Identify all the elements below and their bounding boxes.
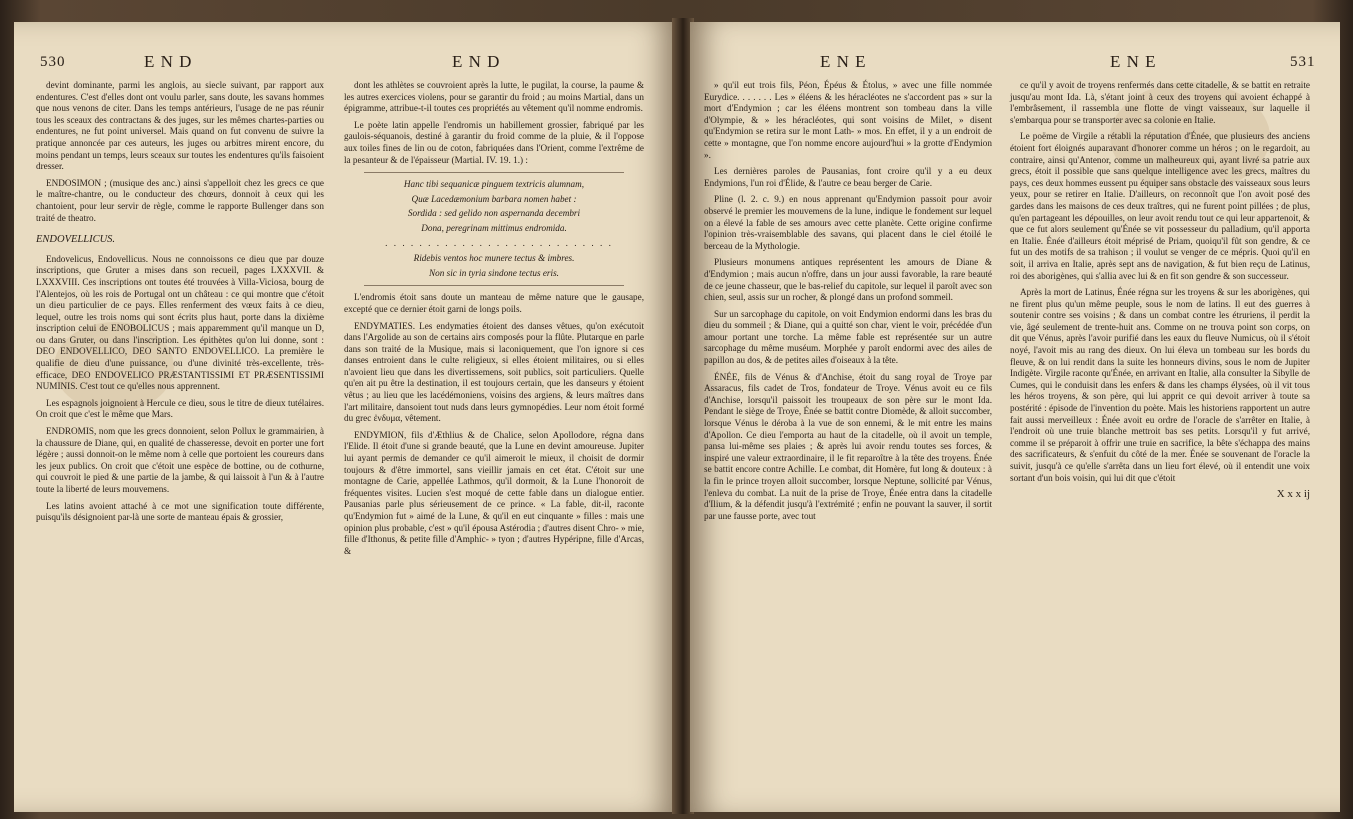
paragraph: Le poète latin appelle l'endromis un habillement grossier, fabriqué par les gaulois-séquanois, destiné à garantir du froid comme de la pluie, & il l'oppose aux toiles fines de lin ou de coton, fabriquées dans l'Orient, comme l'extrême de la pesanteur & de l'épaisseur (Martial. IV. 19. 1.) : — [344, 119, 644, 165]
ellipsis-line: . . . . . . . . . . . . . . . . . . . . . . . . . . . — [385, 237, 613, 248]
paragraph: Les espagnols joignoient à Hercule ce dieu, sous le titre de dieux tutélaires. On croit que c'est le même que Mars. — [36, 397, 324, 420]
right-page — [690, 22, 1340, 812]
paragraph: ENDOSIMON ; (musique des anc.) ainsi s'appelloit chez les grecs ce que le maître-chantre, ou le conducteur des chœurs, donnoit à ceux qui les chantoient, pour leur servir de règle, comme le rapporte Bullenger dans son traité de theatro. — [36, 177, 324, 223]
paragraph: ce qu'il y avoit de troyens renfermés dans cette citadelle, & se battit en retraite jusqu'au mont Ida. Là, s'étant joint à ceux des troyens qui avoient échappé à l'embrâsement, il rassembla une flotte de vingt vaisseaux, sur laquelle il s'embarqua pour se transporter avec sa colonie en Italie. — [1010, 80, 1310, 125]
paragraph: ENDROMIS, nom que les grecs donnoient, selon Pollux le grammairien, à la chaussure de Diane, qui, en qualité de chasseresse, devoit en porter une fort légère ; aussi donnoit-on le même nom à celle que portoient les coureurs dans les jeux publics. On croit que c'étoit une espèce de bottine, ou de cothurne, qui couvroit le pied & une partie de la jambe, & qui laissoit à l'un & à l'autre toute la liberté de leurs mouvemens. — [36, 426, 324, 494]
paragraph: Sur un sarcophage du capitole, on voit Endymion endormi dans les bras du dieu du sommeil ; & Diane, qui a quitté son char, vient le voir, précédée d'un amour portant une torche. La même fable est représentée sur un autre sarcophage du même muséum. Morphée y paroît endormi avec des ailes de papillon au dos, & de petites ailes d'oiseaux à la tête. — [704, 308, 992, 366]
right-column-2 — [1010, 80, 1310, 506]
verse-rule — [364, 172, 624, 173]
paragraph: Les latins avoient attaché à ce mot une signification toute différente, puisqu'ils désignoient par-là une sorte de manteau épais & grossier, — [36, 500, 324, 523]
running-head-right: E N E — [1110, 52, 1157, 71]
paragraph: Pline (l. 2. c. 9.) en nous apprenant qu'Endymion passoit pour avoir observé le premier les mouvemens de la lune, indique le fondement sur lequel on a élevé la fable de ses amours avec cette planète. Cette origine confirme l'opinion très-vraisemblable des savans, qui placent dans le ciel étoilé le berceau de la Mythologie. — [704, 194, 992, 251]
paragraph: » qu'il eut trois fils, Péon, Épéus & Étolus, » avec une fille nommée Eurydice. . . . . . . Les » éléens & les héracléotes ne s'accordent pas » sur la mort d'Endymion ; car les éléens montrent son tombeau dans la ville d'Olympie, & » les héracléotes, qui sont voisins de Milet, » disent qu'Endymion se retira sur le mont Lath- » mos. En effet, il y a un endroit de cette » montagne, que l'on nomme encore aujourd'hui » la grotte d'Endymion ». — [704, 80, 992, 160]
paragraph: devint dominante, parmi les anglois, au siecle suivant, par rapport aux endentures. C'est d'elles dont ont voulu parler, sans doute, les savans hommes que nous venons de citer. Dans les temps antérieurs, l'usage de ne pas réunir tous les sceaux des contractans & des juges, sur les mêmes chartes-parties ou endentures, ne fut point universel. Mais quand on fut convenu de suivre la pratique annoncée par ces auteurs, les juges ou arbitres mirent encore, du moins pendant un temps, leurs sceaux sur toutes les endentures qu'ils faisoient dresser. — [36, 80, 324, 172]
left-column-1 — [36, 80, 324, 529]
paragraph: ENDYMION, fils d'Æthlius & de Chalice, selon Apollodore, régna dans l'Elide. Il étoit d'une si grande beauté, que la Lune en devint amoureuse. Jupiter lui ayant permis de demander ce qu'il aimeroit le mieux, il choisit de dormir toujours & d'être immortel, sans vieillir jamais en cet état. C'étoit sur une montagne de Carie, appellée Lathmos, qu'il dormoit, & la Lune l'honoroit de fréquentes visites. Lucien s'est moqué de cette fable dans un dialogue entier. Pausanias parle plus sérieusement de ce prince. « La fable, dit-il, raconte qu'Endymion fut » aimé de la Lune, & qu'il en eut cinquante » filles : mais une opinion plus probable, c'est » qu'il épousa Astérodia ; d'autres disent Chro- » mie, fille d'Ithonus, & petite fille d'Amphic- » tyon ; d'autres Hypéripne, fille d'Arcas, & — [344, 429, 644, 556]
paragraph: Plusieurs monumens antiques représentent les amours de Diane & d'Endymion ; mais aucun n'offre, dans un jour aussi favorable, la rare beauté de ce jeune chasseur, que le bas-relief du capitole, sur lequel il paroît avec son chien, seul, assis sur un rocher, & plongé dans un profond sommeil. — [704, 257, 992, 303]
paragraph: Après la mort de Latinus, Énée régna sur les troyens & sur les aborigènes, qui ne firent plus qu'un même peuple, sous le nom de latins. Il eut des guerres à soutenir contre ses voisins ; & dans un combat contre les étruriens, il perdit la vie, âgé seulement de trente-huit ans. Comme on ne trouva point son corps, on dit que Vénus, après l'avoir purifié dans les eaux du fleuve Numicus, où il s'étoit noyé, l'avoit mis au rang des dieux. On lui éleva un tombeau sur les bords du fleuve, & on lui rendit dans la suite les honneurs divins, sous le nom de Jupiter Indigète. Virgile raconte qu'Énée, en arrivant en Italie, alla consulter la Sibylle de Cumes, qui le conduisit dans les enfers & dans les champs élysées, où il vit tous les héros troyens, & son père, qui lui apprit ce qui devoit arriver à toute sa postérité : épisode de l'invention du poète. Mais les historiens rapportent un autre fait aussi merveilleux : Énée avoit eu ordre de l'oracle de s'arrêter en Italie, à l'endroit où une truie blanche mettroit bas ses petits. Lorsqu'il y fut arrivé, comme il se préparoit à offrir une truie en sacrifice, la bête s'échappa des mains des sacrificateurs, & s'enfuit du côté de la mer. Énée se souvenant de l'oracle la suivit, jusqu'à ce qu'elle s'arrêta dans un lieu fort élevé, où il entendit une voix sortant d'un bois voisin, qui lui dit que c'étoit — [1010, 287, 1310, 483]
signature-mark: X x x ij — [1276, 488, 1310, 501]
verse-line: Non sic in tyria sindone tectus eris. — [429, 267, 559, 278]
running-head-right: E N D — [452, 52, 501, 71]
paragraph: Le poëme de Virgile a rétabli la réputation d'Énée, que plusieurs des anciens étoient fort éloignés auparavant d'honorer comme un héros ; on le regardoit, au contraire, ainsi qu'Antenor, comme un malheureux qui, ayant livré sa patrie aux grecs, étoit il possible que sans quelque intelligence avec les grecs, maîtres du pays, ces deux hommes eussent pu équiper sans obstacle des vaisseaux sous leurs yeux, pour se retirer en Italie. D'ailleurs, on reconnoît que l'on avoit posé des gardes dans les maisons de ces deux traîtres, qui ne furent point pillées ; de plus, qu'en partageant les dépouilles, on leur avoit rendu tout ce qui leur appartenoit, & que ce fut alors seulement qu'Énée se vit possesseur du palladium, qu'il apporta en Italie. Énée d'ailleurs étoit méprisé de Priam, quoiqu'il fût son gendre, & ce fut un des motifs de sa trahison ; il voulut se venger de ce mépris. Quoi qu'il en soit, il arriva en Italie, après sept ans de navigation, & fut bien reçu de Latinus, roi des aborigènes, qui s'allia avec lui & en fit son gendre & son successeur. — [1010, 131, 1310, 281]
right-column-1 — [704, 80, 992, 527]
running-head-left: E N D — [144, 52, 193, 71]
verse-line: Hanc tibi sequanicæ pinguem textricis alumnam, — [403, 179, 585, 190]
paragraph: L'endromis étoit sans doute un manteau de même nature que le gausape, excepté que ce dernier étoit garni de longs poils. — [344, 292, 644, 314]
verse-rule — [364, 285, 624, 286]
verse-line: Quæ Lacedæmonium barbara nomen habet : — [411, 193, 577, 204]
left-page — [14, 22, 676, 812]
paragraph: Endovelicus, Endovellicus. Nous ne connoissons ce dieu que par douze inscriptions, que Gruter a mises dans son recueil, pages LXXXVII. & LXXXVIII. Ces inscriptions ont toutes été trouvées à Villa-Viciosa, bourg de l'Alentejos, où les rois de Portugal ont un château : ce qui montre que c'étoit un dieu particulier de ce pays. Elles renferment des vœux faits à ce dieu, lequel, outre les trois noms qui sont écrits plus haut, porte dans la dixième inscription celui de ENOBOLICUS ; mais apparemment qu'il manque un D, ou dans Gruter, ou dans l'inscription. Les épithètes qu'on lui donne, sont : DEO ENDOVELLICO, DEO SANTO ENDOVELLICO. La première le qualifie de dieu d'une puissance, ou d'une divinité très-excellente, très-efficace, DEO ENDOVELICO PRÆSTANTISSIMI ET PRÆSENTISSIMI NUMINIS. C'est tout ce qu'elles nous apprennent. — [36, 253, 324, 392]
running-head-left: E N E — [820, 52, 867, 71]
page-number: 530 — [40, 54, 66, 70]
paragraph: ENDYMATIES. Les endymaties étoient des danses vêtues, qu'on exécutoit dans l'Argolide au son de certains airs composés pour la flûte. Plutarque en parle dans son traité de la Musique, mais si laconiquement, que l'on ignore si ces danses entroient dans le culte religieux, si elles étoient militaires, ou si elles n'avoient lieu que dans les divertissemens, soit publics, soit particuliers. Quelle qu'en ait pu être la destination, il est toujours certain, que les danseurs y étoient vêtus ; au lieu que les lacédémoniens, voisins des argiens, & leurs maîtres dans l'art militaire, dansoient tout nuds dans leurs gymnopédies. Leur nom étoit formé du grec ἐνδυμα, vêtement. — [344, 320, 644, 424]
left-column-2 — [344, 80, 644, 562]
verse-line: Sordida : sed gelido non aspernanda decembri — [407, 208, 581, 219]
page-number: 531 — [1290, 54, 1316, 70]
left-running-head — [14, 52, 676, 76]
paragraph: dont les athlètes se couvroient après la lutte, le pugilat, la course, la paume & les autres exercices violens, pour se garantir du froid ; au moins Martial, dans un épigramme, attribue-t-il toutes ces propriétés au vêtement qu'il nomme endromis. — [344, 80, 644, 114]
right-running-head — [690, 52, 1340, 76]
entry-heading: ENDOVELLICUS. — [36, 234, 116, 246]
paragraph: Les dernières paroles de Pausanias, font croire qu'il y a eu deux Endymions, l'un roi d'Élide, & l'autre ce beau berger de Carie. — [704, 166, 992, 188]
paragraph: ÉNÉE, fils de Vénus & d'Anchise, étoit du sang royal de Troye par Assaracus, fils cadet de Tros, fondateur de Troye. Vénus avoit eu ce fils d'Anchise, lorsqu'il paissoit les troupeaux de son père sur le mont Ida. Pendant le siège de Troye, Énée se battit contre Diomède, & alloit succomber, lorsque Vénus le déroba à la vue de son ennemi, & le mit entre les mains d'Apollon. Ce dieu l'emporta au haut de la citadelle, où il avoit un temple, pansa lui-même ses plaies ; & après lui avoir rendu toutes ses forces, & inspiré une valeur extraordinaire, il le fit reparoître à la tête des troyens. Énée se battit encore contre Achille. Le combat, dit Homère, fut long & douteux : à la fin le prince troyen alloit succomber, lorsque Neptune, sollicité par Vénus, l'enleva du combat. La nuit de la prise de Troye, Énée entra dans la citadelle d'Ilium, & la défendit jusqu'à l'extrémité ; enfin ne pouvant la sauver, il sortit par une fausse porte, avec tout — [704, 371, 992, 521]
verse-line: Ridebis ventos hoc munere tectus & imbres. — [413, 253, 575, 264]
verse-line: Dona, peregrinam mittimus endromida. — [421, 222, 567, 233]
